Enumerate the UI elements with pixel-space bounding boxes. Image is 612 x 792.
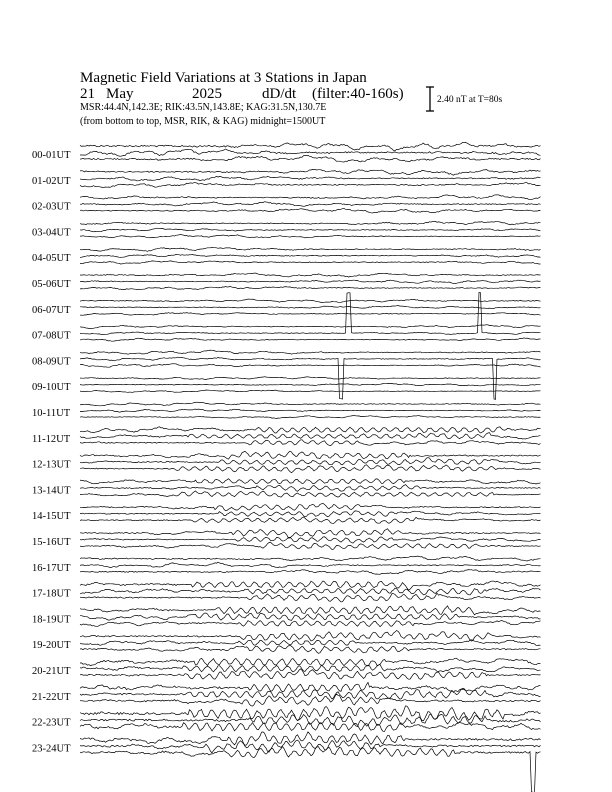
trace-kag-15-16UT	[80, 529, 541, 538]
trace-rik-22-23UT	[80, 714, 541, 726]
date-year: 2025	[192, 86, 222, 102]
quantity-label: dD/dt	[262, 86, 297, 102]
trace-kag-04-05UT	[80, 247, 541, 251]
trace-msr-10-11UT	[80, 416, 541, 419]
trace-kag-03-04UT	[80, 221, 541, 224]
trace-msr-09-10UT	[80, 390, 541, 392]
hour-label: 14-15UT	[32, 511, 71, 523]
hour-label: 05-06UT	[32, 279, 71, 290]
hour-label: 12-13UT	[32, 459, 71, 471]
trace-msr-07-08UT	[80, 338, 541, 341]
scale-label: 2.40 nT at T=80s	[437, 95, 503, 105]
hour-label: 03-04UT	[32, 227, 71, 239]
trace-kag-12-13UT	[80, 451, 541, 459]
trace-kag-08-09UT	[80, 350, 541, 354]
trace-msr-20-21UT	[80, 669, 541, 679]
trace-kag-20-21UT	[80, 658, 541, 666]
trace-rik-23-24UT	[80, 740, 541, 753]
trace-kag-16-17UT	[80, 556, 541, 561]
trace-msr-13-14UT	[80, 491, 541, 497]
trace-kag-02-03UT	[80, 195, 541, 200]
scale-bar	[426, 87, 434, 111]
trace-msr-18-19UT	[80, 621, 541, 627]
trace-rik-15-16UT	[80, 537, 541, 543]
trace-rik-12-13UT	[80, 458, 541, 465]
trace-rik-11-12UT	[80, 433, 541, 439]
trace-kag-13-14UT	[80, 479, 541, 484]
trace-msr-04-05UT	[80, 261, 541, 264]
hour-label: 04-05UT	[32, 253, 71, 265]
trace-kag-17-18UT	[80, 581, 541, 590]
trace-kag-10-11UT	[80, 402, 541, 406]
trace-kag-01-02UT	[80, 169, 541, 175]
trace-rik-03-04UT	[80, 228, 541, 232]
trace-kag-18-19UT	[80, 606, 541, 615]
hour-label: 01-02UT	[32, 175, 71, 187]
hour-label: 02-03UT	[32, 201, 71, 213]
trace-msr-23-24UT	[80, 747, 541, 792]
hour-label: 18-19UT	[32, 614, 71, 626]
trace-rik-00-01UT	[80, 149, 541, 156]
trace-msr-06-07UT	[80, 313, 541, 316]
date-month: May	[106, 86, 134, 102]
trace-kag-06-07UT	[80, 299, 541, 302]
chart-title: Magnetic Field Variations at 3 Stations in Japan	[80, 70, 367, 86]
hour-label: 13-14UT	[32, 485, 71, 497]
stations-line: MSR:44.4N,142.3E; RIK:43.5N,143.8E; KAG:31.5N,130.7E	[80, 102, 327, 113]
traces	[80, 142, 541, 792]
trace-msr-08-09UT	[80, 364, 541, 368]
trace-rik-20-21UT	[80, 665, 541, 672]
trace-kag-22-23UT	[80, 706, 541, 721]
hour-label: 20-21UT	[32, 666, 71, 677]
order-line: (from bottom to top, MSR, RIK, & KAG) midnight=1500UT	[80, 116, 326, 127]
trace-msr-19-20UT	[80, 645, 541, 653]
trace-msr-11-12UT	[80, 440, 541, 446]
date-day: 21	[80, 86, 95, 102]
trace-rik-17-18UT	[80, 588, 541, 595]
trace-rik-02-03UT	[80, 202, 541, 207]
trace-msr-22-23UT	[80, 722, 541, 731]
hour-label: 11-12UT	[32, 433, 71, 445]
trace-rik-01-02UT	[80, 176, 541, 181]
trace-kag-14-15UT	[80, 503, 541, 510]
hour-label: 19-20UT	[32, 640, 71, 652]
trace-rik-14-15UT	[80, 511, 541, 517]
trace-msr-01-02UT	[80, 183, 541, 188]
trace-kag-09-10UT	[80, 377, 541, 380]
trace-msr-16-17UT	[80, 570, 541, 575]
trace-kag-19-20UT	[80, 631, 541, 641]
trace-kag-11-12UT	[80, 427, 541, 433]
trace-rik-13-14UT	[80, 485, 541, 492]
trace-rik-19-20UT	[80, 640, 541, 645]
hour-label: 23-24UT	[32, 743, 71, 755]
trace-kag-05-06UT	[80, 273, 541, 277]
trace-rik-18-19UT	[80, 613, 541, 620]
trace-rik-06-07UT	[80, 305, 541, 308]
trace-msr-14-15UT	[80, 517, 541, 524]
hour-label: 07-08UT	[32, 330, 71, 342]
trace-msr-05-06UT	[80, 287, 541, 290]
trace-rik-05-06UT	[80, 280, 541, 284]
trace-msr-15-16UT	[80, 542, 541, 549]
hour-label: 10-11UT	[32, 408, 71, 419]
hour-label: 08-09UT	[32, 356, 71, 368]
hour-labels	[32, 150, 71, 754]
trace-rik-16-17UT	[80, 562, 541, 567]
trace-msr-02-03UT	[80, 209, 541, 214]
hour-label: 00-01UT	[32, 150, 71, 161]
hour-label: 15-16UT	[32, 537, 71, 548]
trace-msr-03-04UT	[80, 235, 541, 238]
trace-msr-17-18UT	[80, 593, 541, 602]
hour-label: 16-17UT	[32, 562, 71, 574]
trace-kag-07-08UT	[80, 325, 541, 329]
trace-rik-04-05UT	[80, 254, 541, 257]
hour-label: 22-23UT	[32, 717, 71, 729]
trace-msr-00-01UT	[80, 155, 541, 162]
filter-label: (filter:40-160s)	[312, 86, 404, 102]
trace-kag-00-01UT	[80, 142, 541, 151]
hour-label: 06-07UT	[32, 304, 71, 316]
trace-kag-21-22UT	[80, 682, 541, 692]
trace-rik-09-10UT	[80, 383, 541, 385]
trace-msr-12-13UT	[80, 465, 541, 473]
hour-label: 17-18UT	[32, 588, 71, 600]
hour-label: 21-22UT	[32, 691, 71, 703]
trace-rik-21-22UT	[80, 688, 541, 699]
hour-label: 09-10UT	[32, 382, 71, 394]
trace-rik-10-11UT	[80, 409, 541, 412]
